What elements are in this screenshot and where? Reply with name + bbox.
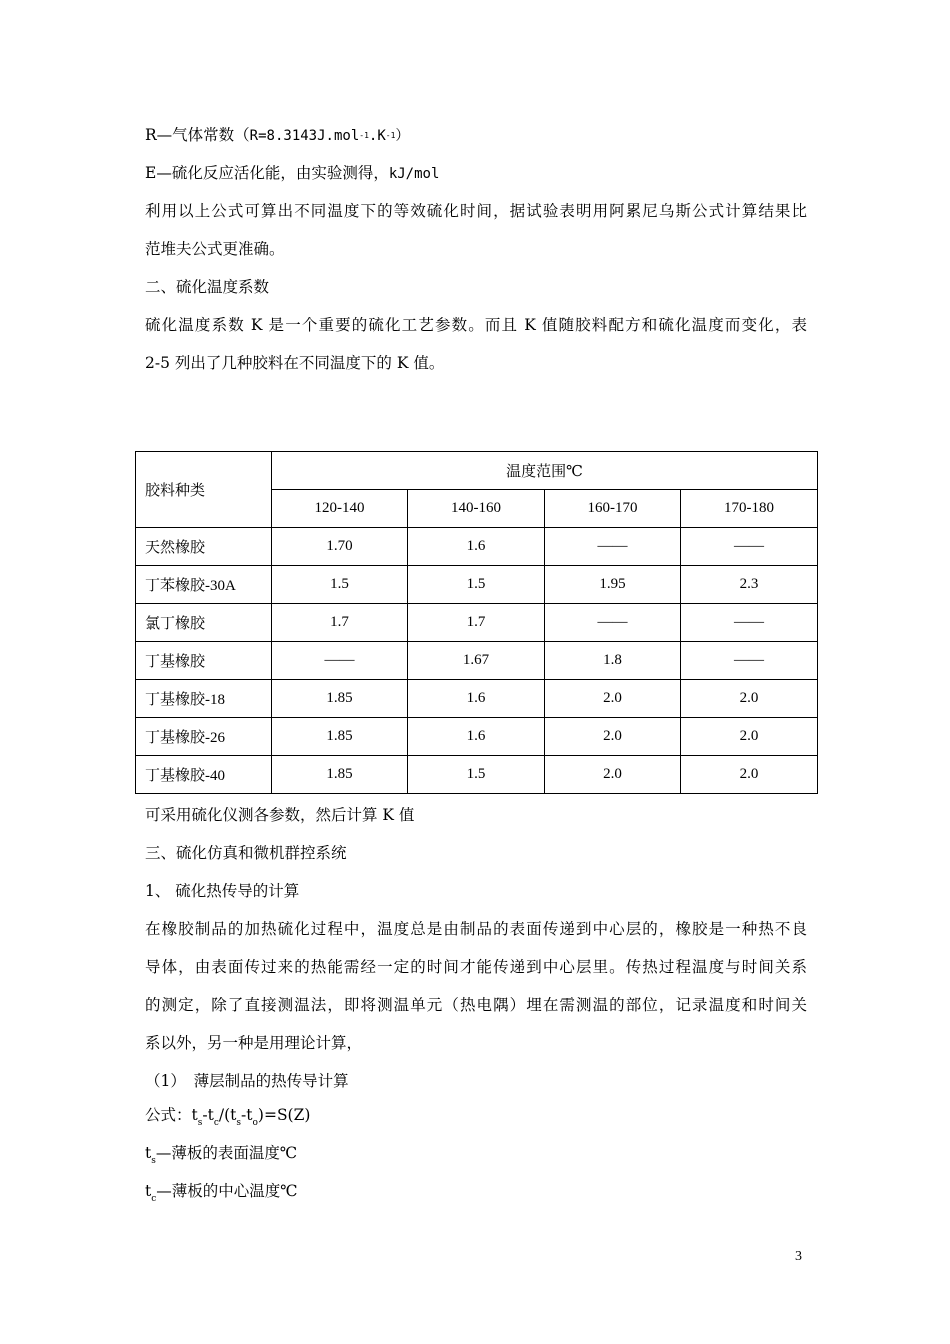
paragraph-3-line-4: 系以外，另一种是用理论计算， (145, 1034, 363, 1052)
ts-symbol: t (145, 1144, 152, 1162)
tc-subscript: c (151, 1194, 157, 1204)
rubber-type-cell: 天然橡胶 (136, 528, 272, 566)
k-value-cell: —— (272, 642, 408, 680)
formula-part: -t (202, 1106, 214, 1124)
rubber-type-cell: 氯丁橡胶 (136, 604, 272, 642)
k-value-table (135, 451, 818, 794)
table-column-header: 160-170 (545, 490, 681, 528)
k-value-cell: 1.70 (272, 528, 408, 566)
rubber-type-cell: 丁基橡胶-26 (136, 718, 272, 756)
after-table-note: 可采用硫化仪测各参数，然后计算 K 值 (145, 806, 415, 824)
k-value-cell: 1.5 (408, 566, 545, 604)
table-row (136, 528, 818, 566)
table-row (136, 718, 818, 756)
subsection-heading-1: 1、 硫化热传导的计算 (145, 882, 300, 900)
k-value-cell: 1.85 (272, 756, 408, 794)
section-heading-3: 三、硫化仿真和微机群控系统 (145, 844, 347, 862)
formula-label: 公式： (145, 1106, 192, 1124)
paragraph-2-line-1: 硫化温度系数 K 是一个重要的硫化工艺参数。而且 K 值随胶料配方和硫化温度而变化，表 (145, 316, 807, 334)
page-number: 3 (795, 1249, 802, 1264)
k-value-cell: —— (681, 642, 818, 680)
k-value-cell: 2.0 (545, 756, 681, 794)
r-definition (145, 125, 409, 148)
k-value-cell: —— (545, 604, 681, 642)
k-value-cell: 1.6 (408, 528, 545, 566)
k-value-cell: 1.6 (408, 680, 545, 718)
k-value-cell: 1.7 (408, 604, 545, 642)
table-header-rubber-type: 胶料种类 (136, 452, 272, 528)
paragraph-1-line-1: 利用以上公式可算出不同温度下的等效硫化时间，据试验表明用阿累尼乌斯公式计算结果比 (145, 202, 807, 220)
ts-subscript: s (151, 1156, 156, 1166)
paragraph-3-line-1: 在橡胶制品的加热硫化过程中，温度总是由制品的表面传递到中心层的，橡胶是一种热不良 (145, 920, 807, 938)
rubber-type-cell: 丁基橡胶-18 (136, 680, 272, 718)
formula-part: -t (241, 1106, 253, 1124)
table-column-header: 140-160 (408, 490, 545, 528)
e-definition-unit: kJ/mol (388, 166, 440, 182)
paragraph-2-line-2: 2-5 列出了几种胶料在不同温度下的 K 值。 (145, 354, 445, 372)
r-definition-prefix: R—气体常数（ (145, 126, 250, 144)
r-definition-unit: .K (368, 128, 386, 144)
tc-definition (145, 1181, 298, 1204)
formula-subscript: s (236, 1118, 242, 1128)
paragraph-3-line-2: 导体，由表面传过来的热能需经一定的时间才能传递到中心层里。传热过程温度与时间关系 (145, 958, 807, 976)
sub-item-heading: （1） 薄层制品的热传导计算 (145, 1072, 349, 1090)
k-value-cell: 1.5 (408, 756, 545, 794)
table-row (136, 566, 818, 604)
k-value-cell: 1.7 (272, 604, 408, 642)
paragraph-3-line-3: 的测定，除了直接测温法，即将测温单元（热电隅）埋在需测温的部位，记录温度和时间关 (145, 996, 807, 1014)
formula-subscript: o (252, 1118, 258, 1128)
table-row (136, 756, 818, 794)
k-value-cell: 1.6 (408, 718, 545, 756)
k-value-cell: 2.0 (545, 680, 681, 718)
k-value-cell: 1.85 (272, 680, 408, 718)
k-value-cell: —— (681, 604, 818, 642)
tc-definition-text: —薄板的中心温度℃ (156, 1182, 298, 1200)
k-value-cell: 1.67 (408, 642, 545, 680)
paragraph-1-line-2: 范堆夫公式更准确。 (145, 240, 285, 258)
section-heading-2: 二、硫化温度系数 (145, 278, 270, 296)
rubber-type-cell: 丁基橡胶 (136, 642, 272, 680)
r-definition-exponent: -1 (385, 131, 396, 140)
k-value-cell: —— (681, 528, 818, 566)
formula-part: )=S(Z) (257, 1106, 311, 1124)
formula-part: t (191, 1106, 198, 1124)
k-value-cell: 1.8 (545, 642, 681, 680)
k-value-cell: 2.0 (681, 680, 818, 718)
ts-definition-text: —薄板的表面温度℃ (155, 1144, 298, 1162)
k-value-cell: 2.3 (681, 566, 818, 604)
table-column-header: 170-180 (681, 490, 818, 528)
r-definition-close: ） (395, 128, 410, 144)
k-value-cell: 2.0 (681, 756, 818, 794)
k-value-cell: 1.95 (545, 566, 681, 604)
rubber-type-cell: 丁基橡胶-40 (136, 756, 272, 794)
r-definition-value: R=8.3143J.mol (249, 128, 360, 144)
formula-subscript: c (213, 1118, 219, 1128)
formula-part: /(t (218, 1106, 237, 1124)
table-column-header: 120-140 (272, 490, 408, 528)
table-header-temperature-range: 温度范围℃ (272, 452, 818, 490)
k-value-cell: 1.5 (272, 566, 408, 604)
table-row (136, 642, 818, 680)
formula-line (145, 1105, 310, 1128)
r-definition-exponent: -1 (359, 131, 369, 140)
tc-symbol: t (145, 1182, 152, 1200)
e-definition-text: E—硫化反应活化能，由实验测得， (145, 164, 389, 182)
k-value-cell: 1.85 (272, 718, 408, 756)
table-row (136, 680, 818, 718)
k-value-cell: —— (545, 528, 681, 566)
k-value-cell: 2.0 (545, 718, 681, 756)
table-row (136, 604, 818, 642)
rubber-type-cell: 丁苯橡胶-30A (136, 566, 272, 604)
ts-definition (145, 1143, 297, 1166)
k-value-cell: 2.0 (681, 718, 818, 756)
e-definition (145, 163, 439, 184)
table-header-row (136, 452, 818, 490)
formula-subscript: s (197, 1118, 203, 1128)
